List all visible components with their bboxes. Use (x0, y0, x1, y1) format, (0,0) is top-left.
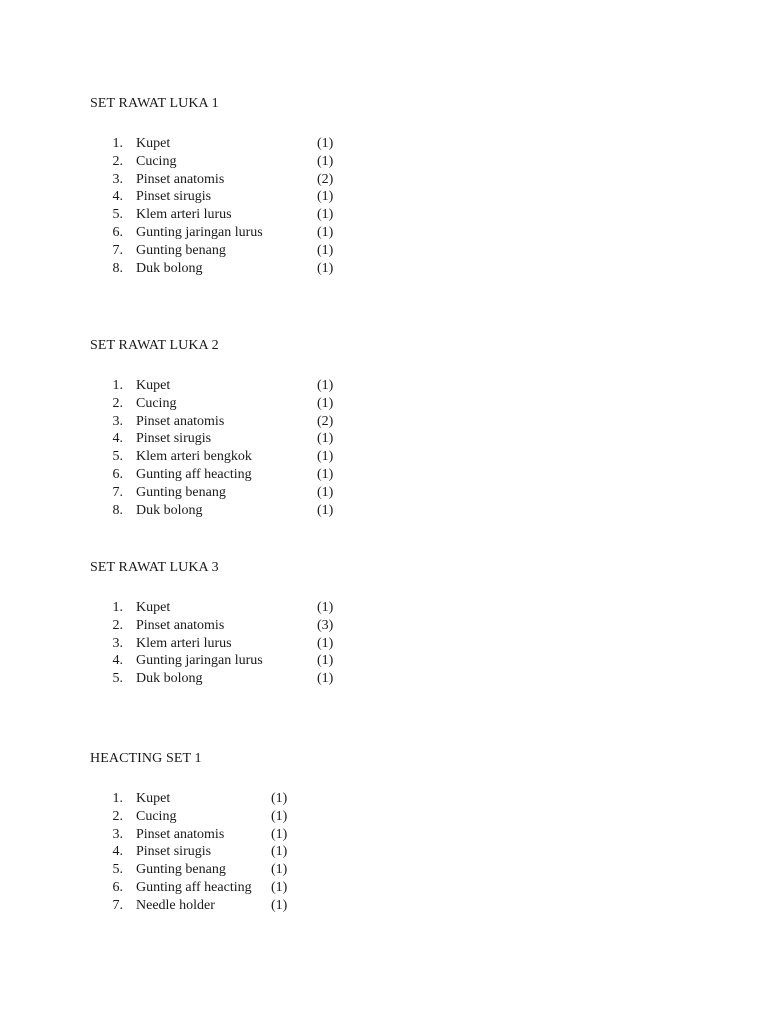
item-number: 3. (112, 635, 123, 651)
item-name: Cucing (136, 808, 177, 824)
item-name: Klem arteri lurus (136, 207, 232, 223)
item-name: Pinset anatomis (136, 171, 225, 187)
item-number: 4. (112, 431, 123, 447)
item-name: Klem arteri lurus (136, 635, 232, 651)
item-quantity: (1) (317, 224, 334, 240)
item-number: 4. (112, 653, 123, 669)
item-quantity: (1) (317, 189, 334, 205)
item-number: 3. (112, 171, 123, 187)
item-name: Cucing (136, 395, 177, 411)
section-title: SET RAWAT LUKA 3 (90, 560, 219, 575)
item-number: 5. (112, 449, 123, 465)
item-number: 2. (112, 153, 123, 169)
item-name: Pinset anatomis (136, 413, 225, 429)
item-name: Gunting benang (136, 242, 226, 258)
item-number: 3. (112, 826, 123, 842)
item-quantity: (1) (271, 791, 288, 806)
item-number: 7. (112, 897, 123, 913)
item-name: Pinset anatomis (136, 617, 225, 633)
item-name: Gunting benang (136, 484, 226, 500)
item-quantity: (2) (317, 413, 334, 429)
item-number: 8. (112, 260, 123, 276)
item-quantity: (1) (271, 826, 288, 842)
item-name: Gunting aff heacting (136, 879, 252, 895)
item-name: Gunting jaringan lurus (136, 653, 263, 669)
section-set-rawat-luka-2 (90, 337, 590, 518)
item-number: 4. (112, 844, 123, 860)
item-name: Pinset anatomis (136, 826, 225, 842)
item-name: Pinset sirugis (136, 189, 212, 205)
item-quantity: (1) (271, 897, 288, 913)
item-number: 5. (112, 207, 123, 223)
item-number: 2. (112, 808, 123, 824)
item-quantity: (1) (317, 653, 334, 669)
item-quantity: (1) (317, 260, 334, 276)
item-number: 6. (112, 224, 123, 240)
item-name: Kupet (136, 791, 171, 806)
item-quantity: (1) (317, 484, 334, 500)
section-title: SET RAWAT LUKA 1 (90, 96, 219, 111)
item-name: Kupet (136, 136, 171, 151)
section-heacting-set-1 (90, 750, 590, 913)
item-number: 1. (112, 600, 123, 615)
section-set-rawat-luka-3 (90, 559, 590, 687)
item-number: 2. (112, 395, 123, 411)
item-quantity: (1) (317, 502, 334, 518)
item-quantity: (3) (317, 617, 334, 633)
item-number: 3. (112, 413, 123, 429)
item-quantity: (1) (317, 207, 334, 223)
item-name: Pinset sirugis (136, 431, 212, 447)
item-quantity: (1) (317, 466, 334, 482)
item-quantity: (1) (317, 635, 334, 651)
item-number: 7. (112, 484, 123, 500)
item-number: 5. (112, 862, 123, 878)
item-name: Gunting jaringan lurus (136, 224, 263, 240)
item-name: Duk bolong (136, 671, 203, 687)
item-name: Kupet (136, 378, 171, 393)
item-quantity: (1) (271, 844, 288, 860)
item-quantity: (1) (271, 862, 288, 878)
item-quantity: (1) (317, 136, 334, 151)
item-quantity: (1) (317, 449, 334, 465)
item-quantity: (1) (317, 395, 334, 411)
item-quantity: (1) (317, 600, 334, 615)
item-number: 1. (112, 136, 123, 151)
item-name: Cucing (136, 153, 177, 169)
section-set-rawat-luka-1 (90, 95, 590, 276)
section-title: HEACTING SET 1 (90, 751, 202, 766)
item-number: 5. (112, 671, 123, 687)
item-quantity: (1) (317, 242, 334, 258)
item-name: Pinset sirugis (136, 844, 212, 860)
item-number: 6. (112, 879, 123, 895)
item-quantity: (2) (317, 171, 334, 187)
item-quantity: (1) (317, 431, 334, 447)
item-number: 8. (112, 502, 123, 518)
item-number: 2. (112, 617, 123, 633)
item-name: Kupet (136, 600, 171, 615)
item-name: Needle holder (136, 897, 215, 913)
item-name: Gunting benang (136, 862, 226, 878)
item-number: 4. (112, 189, 123, 205)
item-number: 7. (112, 242, 123, 258)
item-quantity: (1) (317, 671, 334, 687)
item-quantity: (1) (271, 808, 288, 824)
item-number: 1. (112, 791, 123, 806)
item-number: 1. (112, 378, 123, 393)
item-name: Klem arteri bengkok (136, 449, 252, 465)
section-title: SET RAWAT LUKA 2 (90, 338, 219, 353)
item-number: 6. (112, 466, 123, 482)
item-name: Gunting aff heacting (136, 466, 252, 482)
item-quantity: (1) (271, 879, 288, 895)
item-name: Duk bolong (136, 260, 203, 276)
item-quantity: (1) (317, 378, 334, 393)
item-quantity: (1) (317, 153, 334, 169)
item-name: Duk bolong (136, 502, 203, 518)
